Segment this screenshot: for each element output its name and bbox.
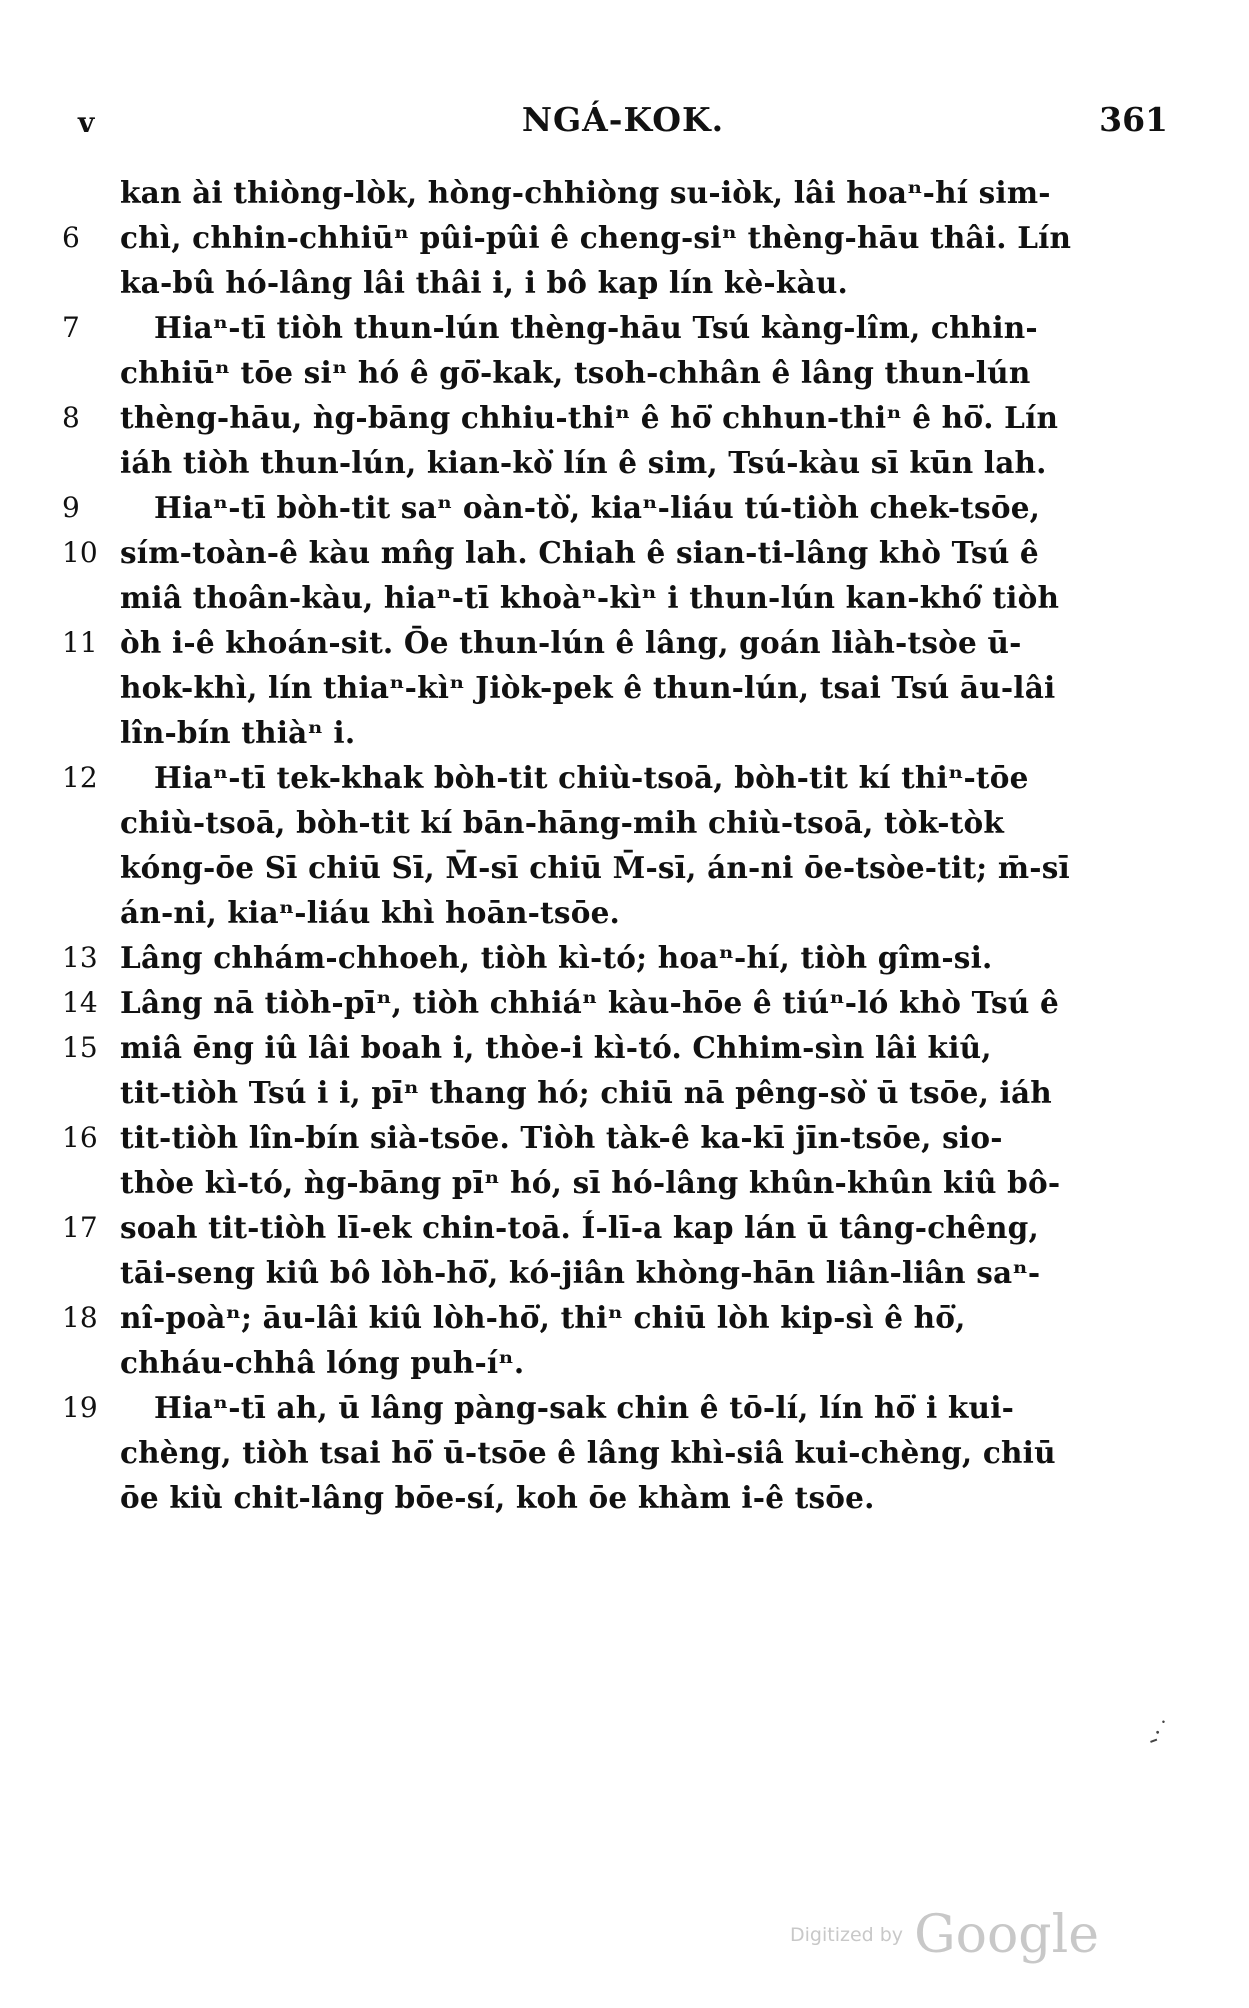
text-line — [62, 980, 1172, 1025]
line-text: chiù-tsoā, bòh-tit kí bān-hāng-mih chiù-tsoā, tòk-tòk — [120, 805, 1004, 840]
line-text: lîn-bín thiàⁿ i. — [120, 715, 356, 750]
text-line — [62, 305, 1172, 350]
digitized-watermark — [790, 1905, 1099, 1965]
signature-mark: v — [78, 106, 95, 139]
verse-number: 14 — [62, 986, 98, 1019]
watermark-prefix: Digitized by — [790, 1924, 904, 1946]
text-line — [62, 485, 1172, 530]
verse-number: 17 — [62, 1211, 98, 1244]
text-line — [62, 845, 1172, 890]
line-text: soah tit-tiòh lī-ek chin-toā. Í-lī-a kap lán ū tâng-chêng, — [120, 1210, 1039, 1245]
line-text: Hiaⁿ-tī bòh-tit saⁿ oàn-tò͘, kiaⁿ-liáu tú-tiòh chek-tsōe, — [154, 490, 1041, 525]
line-text: Hiaⁿ-tī tek-khak bòh-tit chiù-tsoā, bòh-tit kí thiⁿ-tōe — [154, 760, 1029, 795]
line-text: òh i-ê khoán-sit. Ōe thun-lún ê lâng, goán liàh-tsòe ū- — [120, 625, 1022, 660]
text-line — [62, 1295, 1172, 1340]
line-text: sím-toàn-ê kàu mn̂g lah. Chiah ê sian-ti-lâng khò Tsú ê — [120, 535, 1039, 570]
verse-number: 18 — [62, 1301, 98, 1334]
text-line — [62, 395, 1172, 440]
text-line — [62, 1250, 1172, 1295]
line-text: Hiaⁿ-tī ah, ū lâng pàng-sak chin ê tō-lí, lín hō͘ i kui- — [154, 1390, 1015, 1425]
line-text: nî-poàⁿ; āu-lâi kiû lòh-hō͘, thiⁿ chiū lòh kip-sì ê hō͘, — [120, 1300, 966, 1335]
text-line — [62, 1475, 1172, 1520]
line-text: hok-khì, lín thiaⁿ-kìⁿ Jiòk-pek ê thun-lún, tsai Tsú āu-lâi — [120, 670, 1056, 705]
verse-number: 7 — [62, 311, 80, 344]
verse-number: 12 — [62, 761, 98, 794]
text-line — [62, 1070, 1172, 1115]
text-line — [62, 350, 1172, 395]
text-line — [62, 935, 1172, 980]
text-line — [62, 800, 1172, 845]
line-text: thòe kì-tó, ǹg-bāng pīⁿ hó, sī hó-lâng khûn-khûn kiû bô- — [120, 1165, 1061, 1200]
text-line — [62, 575, 1172, 620]
line-text: Lâng chhám-chhoeh, tiòh kì-tó; hoaⁿ-hí, tiòh gîm-si. — [120, 940, 993, 975]
line-text: thèng-hāu, ǹg-bāng chhiu-thiⁿ ê hō͘ chhun-thiⁿ ê hō͘. Lín — [120, 400, 1059, 435]
line-text: ka-bû hó-lâng lâi thâi i, i bô kap lín kè-kàu. — [120, 265, 848, 300]
line-text: ōe kiù chit-lâng bōe-sí, koh ōe khàm i-ê tsōe. — [120, 1480, 875, 1515]
line-text: tit-tiòh Tsú i i, pīⁿ thang hó; chiū nā pêng-sò͘ ū tsōe, iáh — [120, 1075, 1052, 1110]
text-line — [62, 530, 1172, 575]
line-text: tāi-seng kiû bô lòh-hō͘, kó-jiân khòng-hān liân-liân saⁿ- — [120, 1255, 1041, 1290]
text-line — [62, 1430, 1172, 1475]
line-text: tit-tiòh lîn-bín sià-tsōe. Tiòh tàk-ê ka-kī jīn-tsōe, sio- — [120, 1120, 1003, 1155]
text-line — [62, 620, 1172, 665]
stray-pen-mark: ـ·˙ — [1144, 1716, 1176, 1749]
text-line — [62, 440, 1172, 485]
text-line — [62, 1025, 1172, 1070]
text-line — [62, 1115, 1172, 1160]
verse-number: 10 — [62, 536, 98, 569]
verse-number: 11 — [62, 626, 98, 659]
verse-number: 8 — [62, 401, 80, 434]
text-line — [62, 755, 1172, 800]
line-text: án-ni, kiaⁿ-liáu khì hoān-tsōe. — [120, 895, 621, 930]
line-text: chì, chhin-chhiūⁿ pûi-pûi ê cheng-siⁿ thèng-hāu thâi. Lín — [120, 220, 1072, 255]
text-line — [62, 170, 1172, 215]
line-text: iáh tiòh thun-lún, kian-kò͘ lín ê sim, Tsú-kàu sī kūn lah. — [120, 445, 1047, 480]
text-line — [62, 1385, 1172, 1430]
line-text: Lâng nā tiòh-pīⁿ, tiòh chhiáⁿ kàu-hōe ê tiúⁿ-ló khò Tsú ê — [120, 985, 1059, 1020]
body-text — [62, 170, 1172, 1520]
watermark-logo: Google — [914, 1905, 1099, 1965]
line-text: chháu-chhâ lóng puh-íⁿ. — [120, 1345, 525, 1380]
verse-number: 19 — [62, 1391, 98, 1424]
line-text: kan ài thiòng-lòk, hòng-chhiòng su-iòk, lâi hoaⁿ-hí sim- — [120, 175, 1051, 210]
text-line — [62, 1160, 1172, 1205]
verse-number: 13 — [62, 941, 98, 974]
verse-number: 16 — [62, 1121, 98, 1154]
text-line — [62, 260, 1172, 305]
line-text: miâ thoân-kàu, hiaⁿ-tī khoàⁿ-kìⁿ i thun-lún kan-khó͘ tiòh — [120, 580, 1060, 615]
line-text: chèng, tiòh tsai hō͘ ū-tsōe ê lâng khì-siâ kui-chèng, chiū — [120, 1435, 1056, 1470]
text-line — [62, 215, 1172, 260]
text-line — [62, 1205, 1172, 1250]
line-text: miâ ēng iû lâi boah i, thòe-i kì-tó. Chhim-sìn lâi kiû, — [120, 1030, 992, 1065]
text-line — [62, 665, 1172, 710]
verse-number: 15 — [62, 1031, 98, 1064]
running-header — [78, 100, 1168, 150]
running-title: NGÁ-KOK. — [521, 100, 725, 139]
text-line — [62, 1340, 1172, 1385]
verse-number: 9 — [62, 491, 80, 524]
line-text: Hiaⁿ-tī tiòh thun-lún thèng-hāu Tsú kàng-lîm, chhin- — [154, 310, 1038, 345]
line-text: chhiūⁿ tōe siⁿ hó ê gō͘-kak, tsoh-chhân ê lâng thun-lún — [120, 355, 1031, 390]
line-text: kóng-ōe Sī chiū Sī, M̄-sī chiū M̄-sī, án-ni ōe-tsòe-tit; m̄-sī — [120, 850, 1070, 885]
page-number: 361 — [1099, 100, 1168, 139]
text-line — [62, 710, 1172, 755]
text-line — [62, 890, 1172, 935]
verse-number: 6 — [62, 221, 80, 254]
